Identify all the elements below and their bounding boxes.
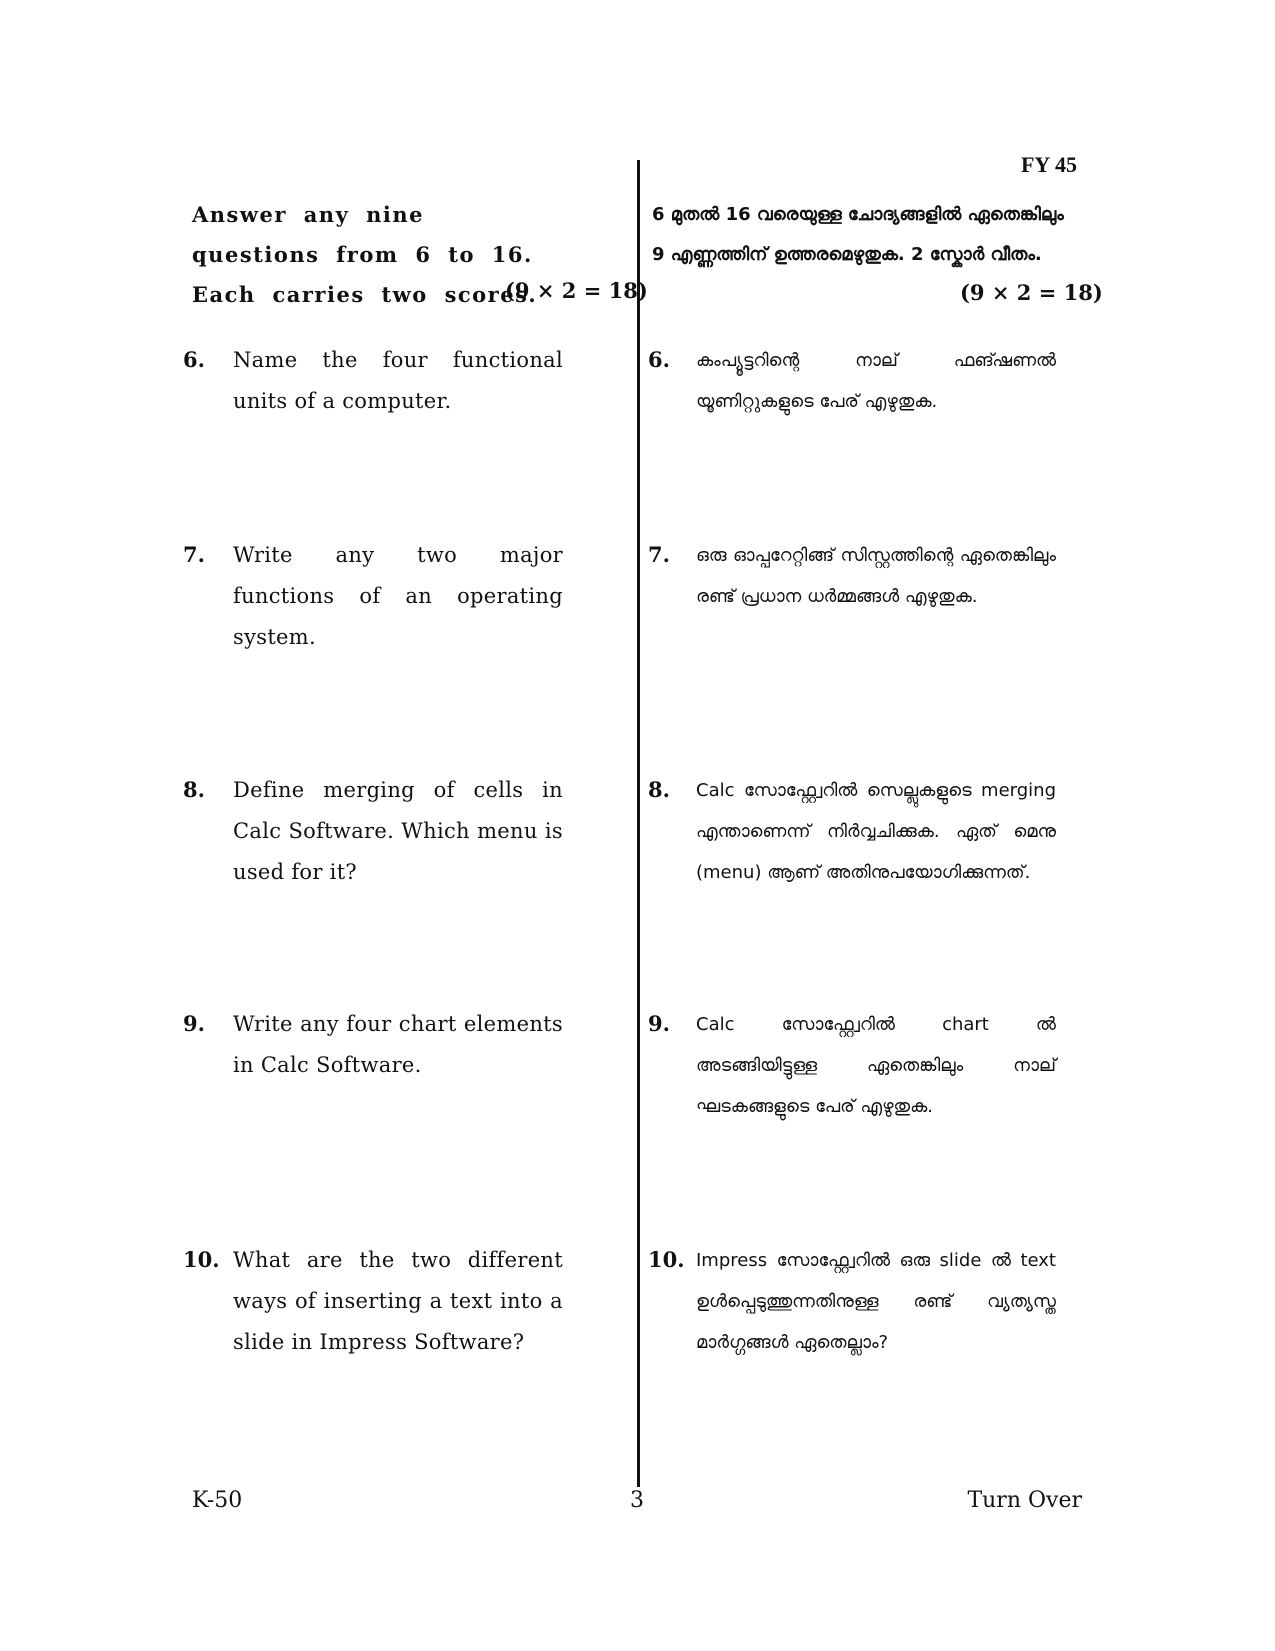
question-text: Calc സോഫ്റ്റ്വേറിൽ സെല്ലുകളുടെ merging എന്താണെന്ന് നിർവ്വചിക്കുക. ഏത് മെനു (menu) ആണ് അതിനുപയോഗിക്കുന്നത്. bbox=[696, 780, 1056, 883]
question-number: 7. bbox=[183, 542, 205, 567]
instructions-english: Answer any nine questions from 6 to 16. Each carries two scores. bbox=[192, 202, 538, 307]
turn-over-label: Turn Over bbox=[967, 1488, 1082, 1513]
question-number: 7. bbox=[648, 542, 670, 567]
page-number: 3 bbox=[630, 1488, 644, 1513]
question-text: Name the four functional units of a computer. bbox=[233, 348, 563, 413]
question-number: 8. bbox=[648, 777, 670, 802]
question-text: ഒരു ഓപ്പറേറ്റിങ്ങ് സിസ്റ്റത്തിന്റെ ഏതെങ്കിലും രണ്ട് പ്രധാന ധർമ്മങ്ങൾ എഴുതുക. bbox=[696, 545, 1056, 607]
question-text: Write any two major functions of an operating system. bbox=[233, 543, 563, 649]
question-text: What are the two different ways of inserting a text into a slide in Impress Software? bbox=[233, 1248, 563, 1354]
question-text: Calc സോഫ്റ്റ്വേറിൽ chart ൽ അടങ്ങിയിട്ടുള്ള ഏതെങ്കിലും നാല് ഘടകങ്ങളുടെ പേര് എഴുതുക. bbox=[696, 1014, 1056, 1117]
question-number: 9. bbox=[183, 1011, 205, 1036]
question-text: Define merging of cells in Calc Software. Which menu is used for it? bbox=[233, 778, 563, 884]
question-number: 6. bbox=[183, 347, 205, 372]
question-number: 10. bbox=[648, 1247, 685, 1272]
question-text: കംപ്യൂട്ടറിന്റെ നാല് ഫങ്ഷണൽ യൂണിറ്റുകളുടെ പേര് എഴുതുക. bbox=[696, 350, 1056, 412]
question-number: 10. bbox=[183, 1247, 220, 1272]
question-number: 9. bbox=[648, 1011, 670, 1036]
score-malayalam: (9 × 2 = 18) bbox=[960, 280, 1103, 305]
column-divider bbox=[637, 160, 640, 1487]
score-english: (9 × 2 = 18) bbox=[505, 278, 648, 303]
question-text: Write any four chart elements in Calc Software. bbox=[233, 1012, 563, 1077]
question-number: 8. bbox=[183, 777, 205, 802]
question-text: Impress സോഫ്റ്റ്വേറിൽ ഒരു slide ൽ text ഉൾപ്പെടുത്തുന്നതിനുള്ള രണ്ട് വ്യത്യസ്ത മാർഗ്ഗങ്ങൾ ഏതെല്ലാം? bbox=[696, 1250, 1056, 1353]
instructions-malayalam: 6 മുതൽ 16 വരെയുള്ള ചോദ്യങ്ങളിൽ ഏതെങ്കിലും 9 എണ്ണത്തിന് ഉത്തരമെഴുതുക. 2 സ്കോർ വീതം. bbox=[652, 204, 1064, 265]
footer-code: K-50 bbox=[192, 1488, 243, 1513]
question-number: 6. bbox=[648, 347, 670, 372]
paper-code: FY 45 bbox=[1020, 152, 1077, 177]
